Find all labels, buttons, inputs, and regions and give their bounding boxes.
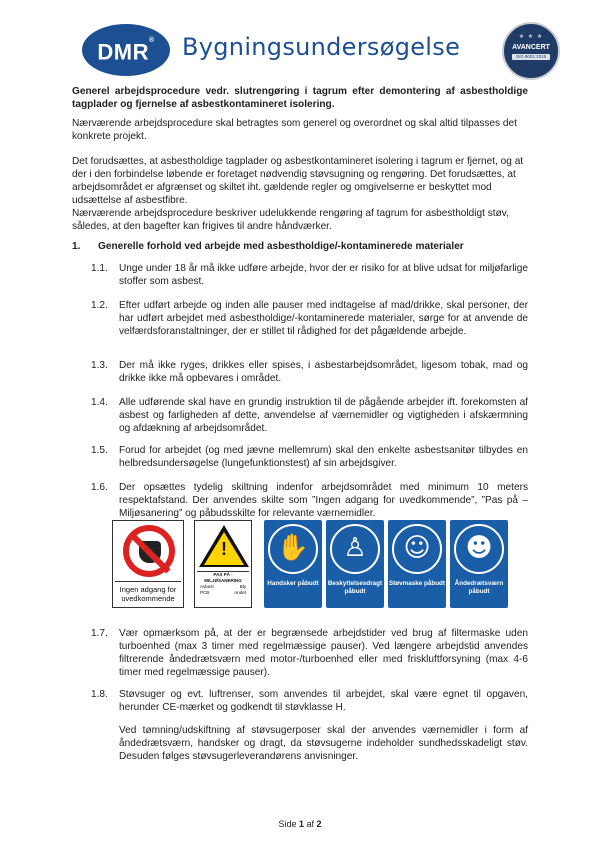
warning-title: PAS PÅ - MILJØSANERING [204,572,242,583]
gloves-mandatory-sign [264,520,322,608]
item-text: Alle udførende skal have en grundig instruktion til de pågående arbejder ift. forekomsten af asbest og farligheden af dette, anvendelse af værnemidler og vigtigheden i afskærmning og afdækning af arbejdsområdet. [119,397,528,434]
item-number: 1.2. [91,300,108,311]
item-text: Efter udført arbejde og inden alle pauser med indtagelse af mad/drikke, skal personer, der har udført arbejdet med asbestholdige/-kontaminerede materialer, sørge for at anvende de velfærdsforanstaltninger, der er stillet til rådighed for det pågældende arbejde. [119,300,528,337]
section-number: 1. [72,241,81,252]
warning-option: Asbest [200,584,214,589]
item-number: 1.7. [91,628,108,639]
item-number: 1.3. [91,360,108,371]
page-header [82,22,560,78]
sign-caption: Beskyttelsesdragt påbudt [327,580,383,595]
sign-caption: Åndedrætsværn påbudt [454,580,504,595]
item-text: Der opsættes tydelig skiltning indenfor arbejdsområdet med minimum 10 meters respektafstand. Der anvendes skilte som ”Ingen adgang for uvedkommende”, ”Pas på – Miljøsanering” og påbudsskilte for relevante værnemidler. [119,482,528,519]
certification-badge: ★ ★ ★ AVANCERT ISO 9001:2015 [502,22,560,80]
warning-sign: ! PAS PÅ - MILJØSANERING Asbest Bly PCB Andet [194,520,252,608]
brand-title: Bygningsundersøgelse [182,33,461,61]
item-number: 1.4. [91,397,108,408]
sign-caption: Støvmaske påbudt [389,580,445,587]
no-entry-icon [123,525,175,577]
warning-option: Bly [239,584,246,589]
item-text: Unge under 18 år må ikke udføre arbejde, hvor der er risiko for at blive udsat for miljøfarlige stoffer som asbest. [119,263,528,287]
coverall-mandatory-sign [326,520,384,608]
dmr-logo: DMR® [82,24,170,76]
warning-option: PCB [200,590,210,595]
document-title: Generel arbejdsprocedure vedr. slutrengøring i tagrum efter demontering af asbestholdige tagplader og fjernelse af asbestkontamineret isolering. [72,86,528,110]
respirator-mandatory-sign [450,520,508,608]
item-text: Der må ikke ryges, drikkes eller spises, i asbestarbejdsområdet, ligesom tobak, mad og drikke ikke må opbevares i området. [119,360,528,384]
respirator-icon: ☻ [465,533,493,563]
page-footer: Side 1 af 2 [278,819,322,829]
item-text: Vær opmærksom på, at der er begrænsede arbejdstider ved brug af filtermaske uden turboenhed (max 3 timer med regelmæssige pauser). Ved længere arbejdstid anvendes filtrerende åndedrætsværn med motor-/turboenhed eller med friskluftforsyning (max 4-6 timer med regelmæssige pauser). [119,628,528,678]
warning-option: Andet [234,590,246,595]
item-text-extra: Ved tømning/udskiftning af støvsugerposer skal der anvendes værnemidler i form af åndedrætsværn, handsker og dragt, da støvsugerne indeholder sundhedsskadeligt støv. Desuden følges støvsugerleverandørens anvisninger. [119,725,528,762]
intro-paragraph-2: Det forudsættes, at asbestholdige tagplader og asbestkontamineret isolering i tagrum er fjernet, og at der i den forbindelse løbende er foretaget nødvendig støvsugning og rengøring. Det forudsættes, at arbejdsområdet er afgrænset og skiltet iht. gældende regler og omgivelserne er beskyttet mod udsættelse af asbestfibre. Nærværende arbejdsprocedure beskriver udelukkende rengøring af tagrum for asbestholdigt støv, således, at den bagefter kan frigives til andre håndværker. [72,156,524,232]
item-number: 1.8. [91,689,108,700]
item-text: Forud for arbejdet (og med jævne mellemrum) skal den enkelte asbestsanitør tilbydes en helbredsundersøgelse (lungefunktionstest) af sin arbejdsgiver. [119,445,528,469]
dust-mask-icon: ☺ [403,533,431,563]
coverall-icon: ♙ [343,533,367,563]
item-number: 1.1. [91,263,108,274]
dust-mask-mandatory-sign [388,520,446,608]
item-text: Støvsuger og evt. luftrenser, som anvendes til arbejdet, skal være egnet til opgaven, herunder CE-mærket og godkendt til støvklasse H. [119,689,528,713]
no-entry-sign [112,520,184,608]
page-number: 1 [298,819,304,829]
gloves-icon: ✋ [276,533,310,563]
page-total: 2 [316,819,322,829]
section-title: Generelle forhold ved arbejde med asbestholdige/-kontaminerede materialer [98,241,464,252]
safety-signs [112,520,512,610]
sign-caption: Handsker påbudt [267,580,319,587]
sign-caption: Ingen adgang for uvedkommende [115,581,181,603]
item-number: 1.5. [91,445,108,456]
item-number: 1.6. [91,482,108,493]
intro-paragraph-1: Nærværende arbejdsprocedure skal betragtes som generel og overordnet og skal altid tilpasses det konkrete projekt. [72,118,517,142]
